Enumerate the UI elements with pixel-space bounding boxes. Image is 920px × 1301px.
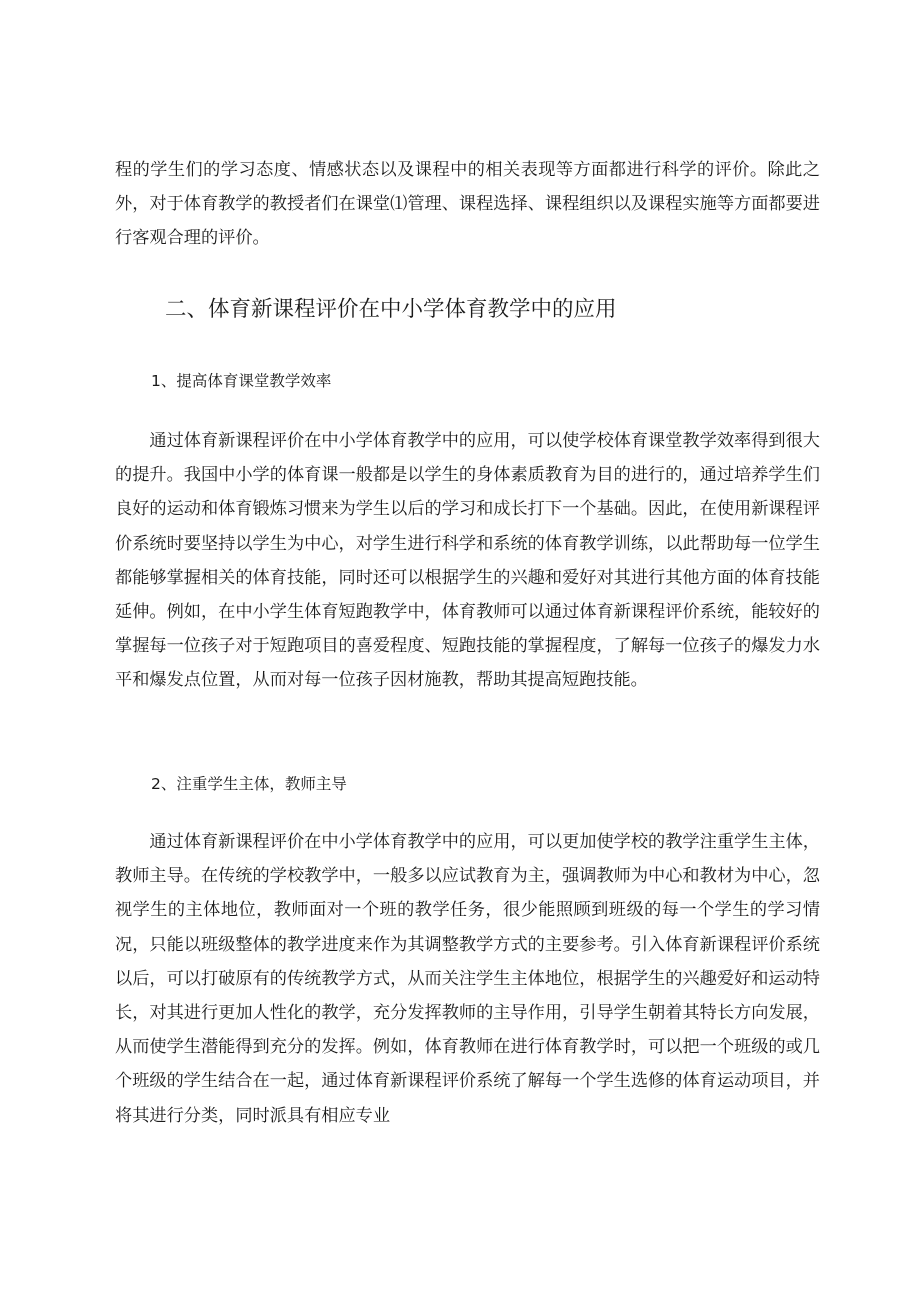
subsection-heading-2: 2、注重学生主体，教师主导 [151, 775, 347, 793]
subsection-paragraph-2: 通过体育新课程评价在中小学体育教学中的应用，可以更加使学校的教学注重学生主体，教师主导。在传统的学校教学中，一般多以应试教育为主，强调教师为中心和教材为中心，忽视学生的主体地位，教师面对一个班的教学任务，很少能照顾到班级的每一个学生的学习情况，只能以班级整体的教学进度来作为其调整教学方式的主要参考。引入体育新课程评价系统以后，可以打破原有的传统教学方式，从而关注学生主体地位，根据学生的兴趣爱好和运动特长，对其进行更加人性化的教学，充分发挥教师的主导作用，引导学生朝着其特长方向发展，从而使学生潜能得到充分的发挥。例如，体育教师在进行体育教学时，可以把一个班级的或几个班级的学生结合在一起，通过体育新课程评价系统了解每一个学生选修的体育运动项目，并将其进行分类，同时派具有相应专业 [115, 832, 820, 1126]
subsection-heading-1: 1、提高体育课堂教学效率 [151, 372, 332, 390]
paragraph-continuation: 程的学生们的学习态度、情感状态以及课程中的相关表现等方面都进行科学的评价。除此之外，对于体育教学的教授者们在课堂⑴管理、课程选择、课程组织以及课程实施等方面都要进行客观合理的评价。 [115, 160, 820, 249]
section-heading: 二、体育新课程评价在中小学体育教学中的应用 [165, 297, 617, 322]
subsection-paragraph-1: 通过体育新课程评价在中小学体育教学中的应用，可以使学校体育课堂教学效率得到很大的提升。我国中小学的体育课一般都是以学生的身体素质教育为目的进行的，通过培养学生们良好的运动和体育锻炼习惯来为学生以后的学习和成长打下一个基础。因此，在使用新课程评价系统时要坚持以学生为中心，对学生进行科学和系统的体育教学训练，以此帮助每一位学生都能够掌握相关的体育技能，同时还可以根据学生的兴趣和爱好对其进行其他方面的体育技能延伸。例如，在中小学生体育短跑教学中，体育教师可以通过体育新课程评价系统，能较好的掌握每一位孩子对于短跑项目的喜爱程度、短跑技能的掌握程度，了解每一位孩子的爆发力水平和爆发点位置，从而对每一位孩子因材施教，帮助其提高短跑技能。 [115, 431, 820, 691]
